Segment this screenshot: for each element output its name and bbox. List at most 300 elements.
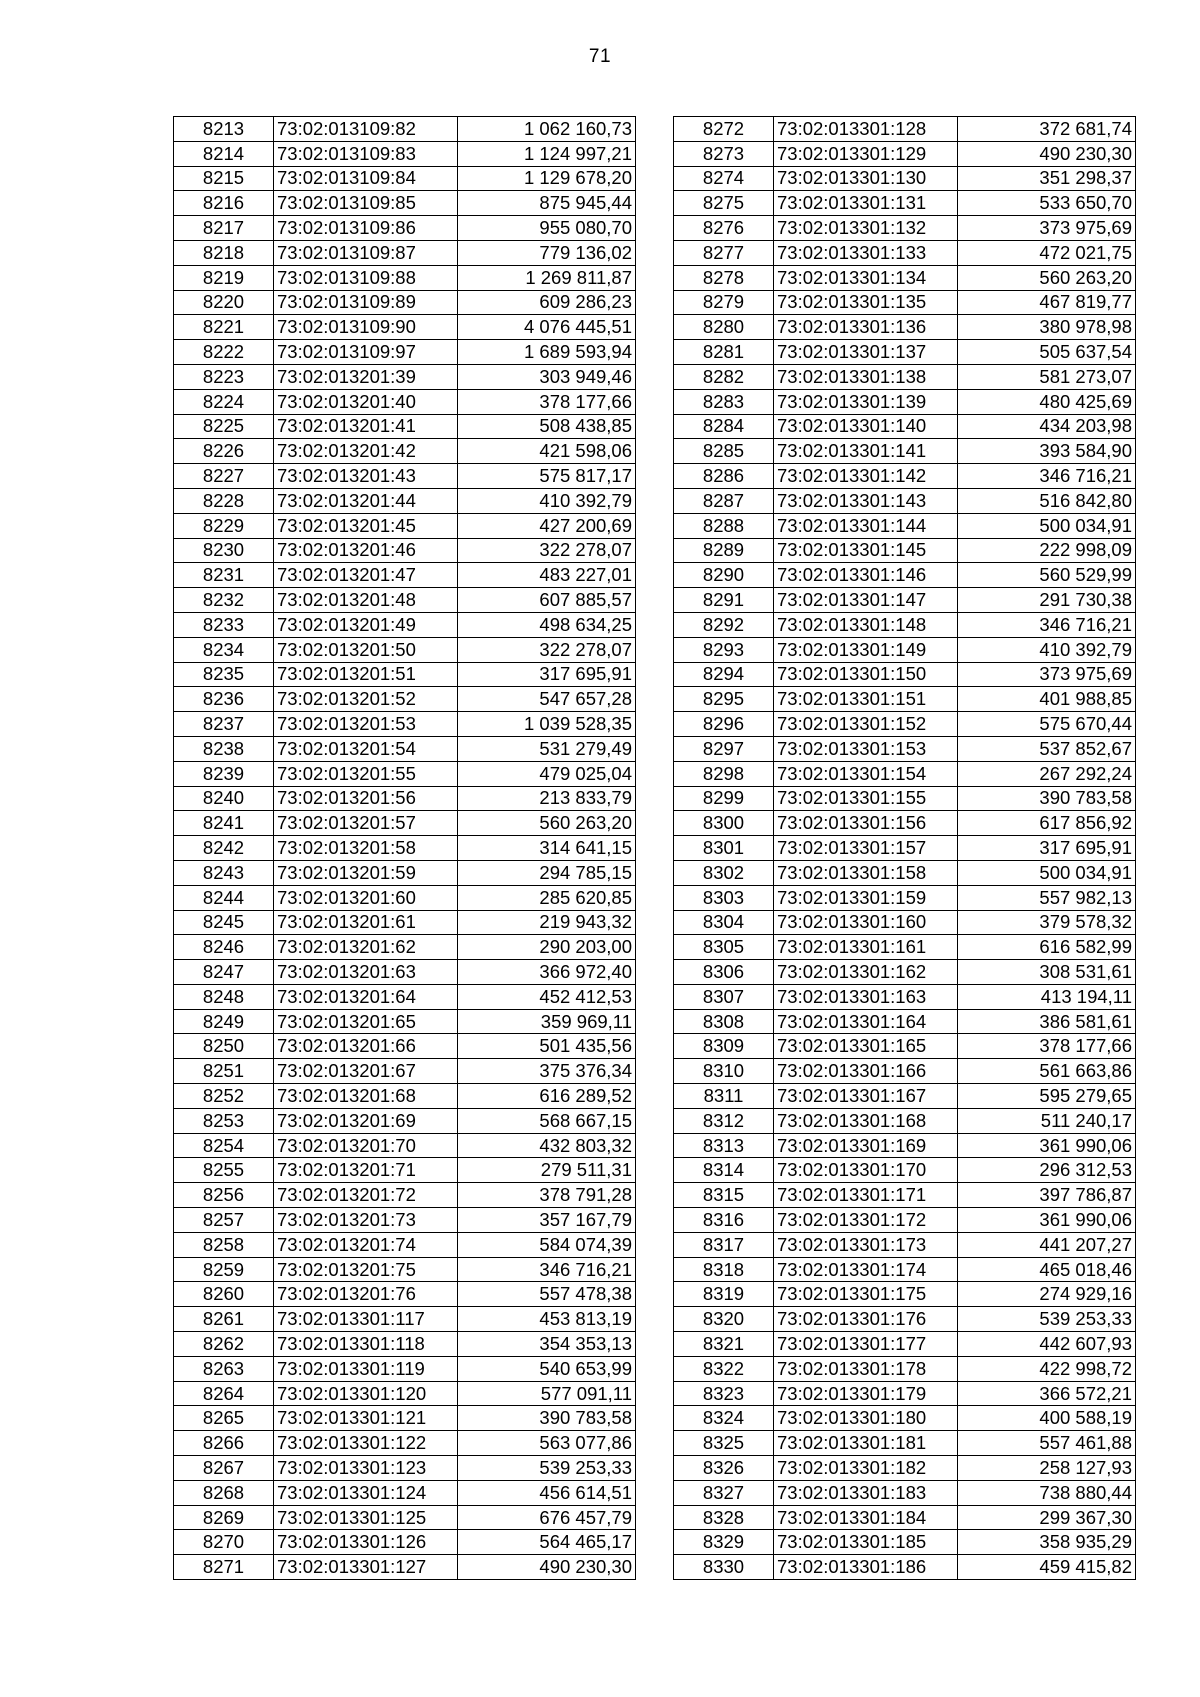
cadastral-value-cell: 557 478,38 bbox=[458, 1282, 636, 1307]
row-number-cell: 8321 bbox=[674, 1332, 774, 1357]
cadastral-number-cell: 73:02:013301:122 bbox=[274, 1431, 458, 1456]
cadastral-value-cell: 421 598,06 bbox=[458, 439, 636, 464]
cadastral-number-cell: 73:02:013201:75 bbox=[274, 1257, 458, 1282]
cadastral-number-cell: 73:02:013301:152 bbox=[774, 712, 958, 737]
table-row bbox=[674, 1505, 1136, 1530]
table-row bbox=[174, 960, 636, 985]
cadastral-value-cell: 581 273,07 bbox=[958, 364, 1136, 389]
table-row bbox=[674, 1232, 1136, 1257]
cadastral-value-cell: 564 465,17 bbox=[458, 1530, 636, 1555]
row-number-cell: 8225 bbox=[174, 414, 274, 439]
row-number-cell: 8276 bbox=[674, 216, 774, 241]
cadastral-number-cell: 73:02:013301:166 bbox=[774, 1059, 958, 1084]
cadastral-value-cell: 442 607,93 bbox=[958, 1332, 1136, 1357]
table-row bbox=[674, 488, 1136, 513]
table-row bbox=[174, 439, 636, 464]
row-number-cell: 8268 bbox=[174, 1480, 274, 1505]
cadastral-number-cell: 73:02:013201:64 bbox=[274, 984, 458, 1009]
row-number-cell: 8235 bbox=[174, 662, 274, 687]
table-row bbox=[674, 1381, 1136, 1406]
cadastral-value-cell: 351 298,37 bbox=[958, 166, 1136, 191]
cadastral-number-cell: 73:02:013301:159 bbox=[774, 885, 958, 910]
table-row bbox=[174, 315, 636, 340]
table-row bbox=[674, 612, 1136, 637]
cadastral-number-cell: 73:02:013301:183 bbox=[774, 1480, 958, 1505]
row-number-cell: 8319 bbox=[674, 1282, 774, 1307]
table-row bbox=[674, 1406, 1136, 1431]
row-number-cell: 8238 bbox=[174, 736, 274, 761]
cadastral-value-cell: 213 833,79 bbox=[458, 786, 636, 811]
cadastral-value-cell: 516 842,80 bbox=[958, 488, 1136, 513]
cadastral-number-cell: 73:02:013301:177 bbox=[774, 1332, 958, 1357]
table-row bbox=[674, 290, 1136, 315]
table-row bbox=[174, 513, 636, 538]
row-number-cell: 8283 bbox=[674, 389, 774, 414]
cadastral-number-cell: 73:02:013109:87 bbox=[274, 240, 458, 265]
cadastral-number-cell: 73:02:013301:184 bbox=[774, 1505, 958, 1530]
table-row bbox=[174, 588, 636, 613]
cadastral-number-cell: 73:02:013109:83 bbox=[274, 141, 458, 166]
table-row bbox=[174, 414, 636, 439]
cadastral-number-cell: 73:02:013301:143 bbox=[774, 488, 958, 513]
cadastral-value-cell: 498 634,25 bbox=[458, 612, 636, 637]
table-row bbox=[674, 216, 1136, 241]
cadastral-number-cell: 73:02:013301:172 bbox=[774, 1208, 958, 1233]
cadastral-number-cell: 73:02:013201:45 bbox=[274, 513, 458, 538]
row-number-cell: 8316 bbox=[674, 1208, 774, 1233]
cadastral-value-cell: 359 969,11 bbox=[458, 1009, 636, 1034]
cadastral-value-cell: 595 279,65 bbox=[958, 1084, 1136, 1109]
cadastral-number-cell: 73:02:013201:66 bbox=[274, 1034, 458, 1059]
cadastral-number-cell: 73:02:013109:84 bbox=[274, 166, 458, 191]
cadastral-number-cell: 73:02:013301:169 bbox=[774, 1133, 958, 1158]
table-row bbox=[174, 141, 636, 166]
cadastral-number-cell: 73:02:013201:55 bbox=[274, 761, 458, 786]
cadastral-value-cell: 467 819,77 bbox=[958, 290, 1136, 315]
cadastral-number-cell: 73:02:013201:74 bbox=[274, 1232, 458, 1257]
cadastral-number-cell: 73:02:013301:140 bbox=[774, 414, 958, 439]
cadastral-value-cell: 537 852,67 bbox=[958, 736, 1136, 761]
cadastral-value-cell: 375 376,34 bbox=[458, 1059, 636, 1084]
cadastral-value-cell: 676 457,79 bbox=[458, 1505, 636, 1530]
cadastral-number-cell: 73:02:013301:142 bbox=[774, 464, 958, 489]
cadastral-value-cell: 290 203,00 bbox=[458, 935, 636, 960]
cadastral-value-cell: 575 670,44 bbox=[958, 712, 1136, 737]
table-body-left bbox=[174, 117, 636, 1580]
cadastral-value-cell: 508 438,85 bbox=[458, 414, 636, 439]
cadastral-number-cell: 73:02:013109:85 bbox=[274, 191, 458, 216]
row-number-cell: 8250 bbox=[174, 1034, 274, 1059]
row-number-cell: 8249 bbox=[174, 1009, 274, 1034]
cadastral-value-cell: 453 813,19 bbox=[458, 1307, 636, 1332]
cadastral-value-cell: 380 978,98 bbox=[958, 315, 1136, 340]
cadastral-value-cell: 279 511,31 bbox=[458, 1158, 636, 1183]
row-number-cell: 8308 bbox=[674, 1009, 774, 1034]
row-number-cell: 8327 bbox=[674, 1480, 774, 1505]
cadastral-value-cell: 432 803,32 bbox=[458, 1133, 636, 1158]
row-number-cell: 8252 bbox=[174, 1084, 274, 1109]
table-row bbox=[674, 191, 1136, 216]
cadastral-number-cell: 73:02:013201:67 bbox=[274, 1059, 458, 1084]
cadastral-number-cell: 73:02:013301:153 bbox=[774, 736, 958, 761]
row-number-cell: 8224 bbox=[174, 389, 274, 414]
table-row bbox=[674, 662, 1136, 687]
cadastral-value-cell: 483 227,01 bbox=[458, 563, 636, 588]
cadastral-value-cell: 617 856,92 bbox=[958, 811, 1136, 836]
cadastral-number-cell: 73:02:013301:154 bbox=[774, 761, 958, 786]
table-row bbox=[674, 1059, 1136, 1084]
row-number-cell: 8221 bbox=[174, 315, 274, 340]
cadastral-number-cell: 73:02:013301:165 bbox=[774, 1034, 958, 1059]
cadastral-value-cell: 452 412,53 bbox=[458, 984, 636, 1009]
row-number-cell: 8274 bbox=[674, 166, 774, 191]
cadastral-value-cell: 366 972,40 bbox=[458, 960, 636, 985]
table-row bbox=[674, 885, 1136, 910]
row-number-cell: 8290 bbox=[674, 563, 774, 588]
table-row bbox=[174, 984, 636, 1009]
cadastral-value-cell: 490 230,30 bbox=[458, 1555, 636, 1580]
table-row bbox=[174, 1108, 636, 1133]
row-number-cell: 8237 bbox=[174, 712, 274, 737]
cadastral-number-cell: 73:02:013201:54 bbox=[274, 736, 458, 761]
cadastral-value-cell: 1 124 997,21 bbox=[458, 141, 636, 166]
table-row bbox=[674, 960, 1136, 985]
table-row bbox=[174, 1456, 636, 1481]
table-row bbox=[174, 166, 636, 191]
cadastral-value-cell: 557 982,13 bbox=[958, 885, 1136, 910]
table-row bbox=[674, 786, 1136, 811]
table-row bbox=[174, 1555, 636, 1580]
cadastral-number-cell: 73:02:013301:163 bbox=[774, 984, 958, 1009]
row-number-cell: 8253 bbox=[174, 1108, 274, 1133]
cadastral-value-cell: 296 312,53 bbox=[958, 1158, 1136, 1183]
table-row bbox=[674, 836, 1136, 861]
row-number-cell: 8245 bbox=[174, 910, 274, 935]
table-row bbox=[174, 910, 636, 935]
cadastral-number-cell: 73:02:013201:61 bbox=[274, 910, 458, 935]
table-row bbox=[174, 1356, 636, 1381]
cadastral-value-cell: 354 353,13 bbox=[458, 1332, 636, 1357]
row-number-cell: 8229 bbox=[174, 513, 274, 538]
row-number-cell: 8318 bbox=[674, 1257, 774, 1282]
cadastral-number-cell: 73:02:013201:73 bbox=[274, 1208, 458, 1233]
table-row bbox=[174, 786, 636, 811]
cadastral-number-cell: 73:02:013301:168 bbox=[774, 1108, 958, 1133]
cadastral-value-cell: 4 076 445,51 bbox=[458, 315, 636, 340]
cadastral-value-cell: 400 588,19 bbox=[958, 1406, 1136, 1431]
row-number-cell: 8281 bbox=[674, 340, 774, 365]
cadastral-value-cell: 434 203,98 bbox=[958, 414, 1136, 439]
cadastral-value-cell: 222 998,09 bbox=[958, 538, 1136, 563]
row-number-cell: 8320 bbox=[674, 1307, 774, 1332]
row-number-cell: 8240 bbox=[174, 786, 274, 811]
row-number-cell: 8294 bbox=[674, 662, 774, 687]
cadastral-value-cell: 314 641,15 bbox=[458, 836, 636, 861]
table-row bbox=[174, 1183, 636, 1208]
row-number-cell: 8257 bbox=[174, 1208, 274, 1233]
table-row bbox=[674, 860, 1136, 885]
table-row bbox=[174, 1034, 636, 1059]
table-row bbox=[174, 637, 636, 662]
table-row bbox=[174, 340, 636, 365]
cadastral-number-cell: 73:02:013301:181 bbox=[774, 1431, 958, 1456]
row-number-cell: 8299 bbox=[674, 786, 774, 811]
table-row bbox=[674, 364, 1136, 389]
row-number-cell: 8255 bbox=[174, 1158, 274, 1183]
cadastral-value-cell: 561 663,86 bbox=[958, 1059, 1136, 1084]
cadastral-value-cell: 1 062 160,73 bbox=[458, 117, 636, 142]
table-row bbox=[674, 1108, 1136, 1133]
cadastral-number-cell: 73:02:013201:43 bbox=[274, 464, 458, 489]
cadastral-value-cell: 540 653,99 bbox=[458, 1356, 636, 1381]
table-row bbox=[174, 389, 636, 414]
cadastral-number-cell: 73:02:013301:133 bbox=[774, 240, 958, 265]
row-number-cell: 8313 bbox=[674, 1133, 774, 1158]
table-row bbox=[174, 1059, 636, 1084]
cadastral-number-cell: 73:02:013109:88 bbox=[274, 265, 458, 290]
cadastral-value-cell: 1 689 593,94 bbox=[458, 340, 636, 365]
cadastral-number-cell: 73:02:013301:127 bbox=[274, 1555, 458, 1580]
cadastral-number-cell: 73:02:013301:175 bbox=[774, 1282, 958, 1307]
cadastral-value-cell: 480 425,69 bbox=[958, 389, 1136, 414]
cadastral-value-cell: 557 461,88 bbox=[958, 1431, 1136, 1456]
cadastral-number-cell: 73:02:013301:171 bbox=[774, 1183, 958, 1208]
table-row bbox=[674, 513, 1136, 538]
cadastral-number-cell: 73:02:013201:57 bbox=[274, 811, 458, 836]
cadastral-number-cell: 73:02:013201:71 bbox=[274, 1158, 458, 1183]
cadastral-value-cell: 441 207,27 bbox=[958, 1232, 1136, 1257]
cadastral-value-cell: 308 531,61 bbox=[958, 960, 1136, 985]
row-number-cell: 8297 bbox=[674, 736, 774, 761]
row-number-cell: 8219 bbox=[174, 265, 274, 290]
row-number-cell: 8309 bbox=[674, 1034, 774, 1059]
table-row bbox=[174, 761, 636, 786]
table-row bbox=[174, 885, 636, 910]
cadastral-value-cell: 501 435,56 bbox=[458, 1034, 636, 1059]
cadastral-number-cell: 73:02:013301:186 bbox=[774, 1555, 958, 1580]
cadastral-number-cell: 73:02:013301:135 bbox=[774, 290, 958, 315]
table-row bbox=[674, 588, 1136, 613]
cadastral-value-cell: 378 791,28 bbox=[458, 1183, 636, 1208]
cadastral-number-cell: 73:02:013301:138 bbox=[774, 364, 958, 389]
table-row bbox=[174, 563, 636, 588]
cadastral-value-cell: 607 885,57 bbox=[458, 588, 636, 613]
row-number-cell: 8329 bbox=[674, 1530, 774, 1555]
cadastral-table-left bbox=[173, 116, 636, 1580]
table-row bbox=[674, 1133, 1136, 1158]
table-row bbox=[174, 712, 636, 737]
table-row bbox=[674, 637, 1136, 662]
cadastral-table-right bbox=[673, 116, 1136, 1580]
cadastral-number-cell: 73:02:013301:162 bbox=[774, 960, 958, 985]
row-number-cell: 8258 bbox=[174, 1232, 274, 1257]
row-number-cell: 8228 bbox=[174, 488, 274, 513]
cadastral-value-cell: 357 167,79 bbox=[458, 1208, 636, 1233]
table-row bbox=[674, 414, 1136, 439]
table-row bbox=[674, 1332, 1136, 1357]
cadastral-value-cell: 346 716,21 bbox=[458, 1257, 636, 1282]
cadastral-value-cell: 401 988,85 bbox=[958, 687, 1136, 712]
cadastral-number-cell: 73:02:013201:39 bbox=[274, 364, 458, 389]
cadastral-value-cell: 303 949,46 bbox=[458, 364, 636, 389]
cadastral-number-cell: 73:02:013301:130 bbox=[774, 166, 958, 191]
row-number-cell: 8287 bbox=[674, 488, 774, 513]
table-row bbox=[174, 1505, 636, 1530]
table-row bbox=[174, 538, 636, 563]
table-row bbox=[174, 1208, 636, 1233]
table-row bbox=[174, 1530, 636, 1555]
cadastral-value-cell: 410 392,79 bbox=[458, 488, 636, 513]
table-row bbox=[674, 538, 1136, 563]
table-row bbox=[674, 315, 1136, 340]
cadastral-number-cell: 73:02:013301:137 bbox=[774, 340, 958, 365]
cadastral-number-cell: 73:02:013201:68 bbox=[274, 1084, 458, 1109]
row-number-cell: 8231 bbox=[174, 563, 274, 588]
cadastral-value-cell: 291 730,38 bbox=[958, 588, 1136, 613]
table-row bbox=[674, 1257, 1136, 1282]
row-number-cell: 8218 bbox=[174, 240, 274, 265]
cadastral-number-cell: 73:02:013201:49 bbox=[274, 612, 458, 637]
row-number-cell: 8306 bbox=[674, 960, 774, 985]
table-row bbox=[174, 191, 636, 216]
table-row bbox=[174, 1406, 636, 1431]
cadastral-number-cell: 73:02:013301:170 bbox=[774, 1158, 958, 1183]
row-number-cell: 8263 bbox=[174, 1356, 274, 1381]
row-number-cell: 8271 bbox=[174, 1555, 274, 1580]
table-row bbox=[674, 1084, 1136, 1109]
cadastral-number-cell: 73:02:013201:52 bbox=[274, 687, 458, 712]
cadastral-number-cell: 73:02:013109:89 bbox=[274, 290, 458, 315]
row-number-cell: 8275 bbox=[674, 191, 774, 216]
row-number-cell: 8254 bbox=[174, 1133, 274, 1158]
row-number-cell: 8293 bbox=[674, 637, 774, 662]
cadastral-number-cell: 73:02:013301:173 bbox=[774, 1232, 958, 1257]
cadastral-number-cell: 73:02:013301:132 bbox=[774, 216, 958, 241]
cadastral-number-cell: 73:02:013201:58 bbox=[274, 836, 458, 861]
row-number-cell: 8267 bbox=[174, 1456, 274, 1481]
table-row bbox=[174, 1431, 636, 1456]
table-row bbox=[674, 563, 1136, 588]
cadastral-number-cell: 73:02:013301:150 bbox=[774, 662, 958, 687]
table-row bbox=[674, 439, 1136, 464]
table-row bbox=[674, 141, 1136, 166]
cadastral-value-cell: 346 716,21 bbox=[958, 612, 1136, 637]
row-number-cell: 8301 bbox=[674, 836, 774, 861]
row-number-cell: 8295 bbox=[674, 687, 774, 712]
cadastral-value-cell: 378 177,66 bbox=[958, 1034, 1136, 1059]
row-number-cell: 8261 bbox=[174, 1307, 274, 1332]
table-row bbox=[174, 117, 636, 142]
table-row bbox=[174, 1232, 636, 1257]
row-number-cell: 8232 bbox=[174, 588, 274, 613]
cadastral-number-cell: 73:02:013301:124 bbox=[274, 1480, 458, 1505]
row-number-cell: 8310 bbox=[674, 1059, 774, 1084]
cadastral-value-cell: 372 681,74 bbox=[958, 117, 1136, 142]
row-number-cell: 8259 bbox=[174, 1257, 274, 1282]
cadastral-value-cell: 490 230,30 bbox=[958, 141, 1136, 166]
cadastral-value-cell: 560 263,20 bbox=[458, 811, 636, 836]
table-row bbox=[674, 1530, 1136, 1555]
row-number-cell: 8296 bbox=[674, 712, 774, 737]
cadastral-value-cell: 609 286,23 bbox=[458, 290, 636, 315]
cadastral-number-cell: 73:02:013201:62 bbox=[274, 935, 458, 960]
row-number-cell: 8312 bbox=[674, 1108, 774, 1133]
cadastral-value-cell: 539 253,33 bbox=[958, 1307, 1136, 1332]
cadastral-number-cell: 73:02:013201:56 bbox=[274, 786, 458, 811]
cadastral-number-cell: 73:02:013301:174 bbox=[774, 1257, 958, 1282]
row-number-cell: 8303 bbox=[674, 885, 774, 910]
cadastral-number-cell: 73:02:013301:131 bbox=[774, 191, 958, 216]
cadastral-value-cell: 1 269 811,87 bbox=[458, 265, 636, 290]
cadastral-value-cell: 361 990,06 bbox=[958, 1133, 1136, 1158]
row-number-cell: 8264 bbox=[174, 1381, 274, 1406]
cadastral-number-cell: 73:02:013301:117 bbox=[274, 1307, 458, 1332]
row-number-cell: 8311 bbox=[674, 1084, 774, 1109]
row-number-cell: 8289 bbox=[674, 538, 774, 563]
table-row bbox=[174, 662, 636, 687]
cadastral-number-cell: 73:02:013201:42 bbox=[274, 439, 458, 464]
row-number-cell: 8304 bbox=[674, 910, 774, 935]
row-number-cell: 8298 bbox=[674, 761, 774, 786]
cadastral-value-cell: 560 529,99 bbox=[958, 563, 1136, 588]
table-row bbox=[174, 1480, 636, 1505]
row-number-cell: 8273 bbox=[674, 141, 774, 166]
row-number-cell: 8291 bbox=[674, 588, 774, 613]
cadastral-value-cell: 533 650,70 bbox=[958, 191, 1136, 216]
row-number-cell: 8300 bbox=[674, 811, 774, 836]
row-number-cell: 8230 bbox=[174, 538, 274, 563]
row-number-cell: 8242 bbox=[174, 836, 274, 861]
table-row bbox=[174, 687, 636, 712]
row-number-cell: 8285 bbox=[674, 439, 774, 464]
row-number-cell: 8325 bbox=[674, 1431, 774, 1456]
table-row bbox=[674, 1282, 1136, 1307]
row-number-cell: 8323 bbox=[674, 1381, 774, 1406]
cadastral-value-cell: 511 240,17 bbox=[958, 1108, 1136, 1133]
cadastral-number-cell: 73:02:013301:158 bbox=[774, 860, 958, 885]
row-number-cell: 8324 bbox=[674, 1406, 774, 1431]
cadastral-number-cell: 73:02:013201:63 bbox=[274, 960, 458, 985]
cadastral-number-cell: 73:02:013301:167 bbox=[774, 1084, 958, 1109]
cadastral-number-cell: 73:02:013201:60 bbox=[274, 885, 458, 910]
row-number-cell: 8315 bbox=[674, 1183, 774, 1208]
cadastral-value-cell: 219 943,32 bbox=[458, 910, 636, 935]
row-number-cell: 8302 bbox=[674, 860, 774, 885]
cadastral-number-cell: 73:02:013301:134 bbox=[774, 265, 958, 290]
cadastral-value-cell: 397 786,87 bbox=[958, 1183, 1136, 1208]
row-number-cell: 8215 bbox=[174, 166, 274, 191]
cadastral-number-cell: 73:02:013301:176 bbox=[774, 1307, 958, 1332]
cadastral-number-cell: 73:02:013301:157 bbox=[774, 836, 958, 861]
table-row bbox=[674, 1183, 1136, 1208]
cadastral-value-cell: 378 177,66 bbox=[458, 389, 636, 414]
cadastral-number-cell: 73:02:013301:144 bbox=[774, 513, 958, 538]
row-number-cell: 8265 bbox=[174, 1406, 274, 1431]
table-row bbox=[674, 811, 1136, 836]
row-number-cell: 8278 bbox=[674, 265, 774, 290]
row-number-cell: 8239 bbox=[174, 761, 274, 786]
cadastral-number-cell: 73:02:013201:46 bbox=[274, 538, 458, 563]
table-row bbox=[674, 117, 1136, 142]
table-row bbox=[174, 240, 636, 265]
cadastral-value-cell: 373 975,69 bbox=[958, 216, 1136, 241]
cadastral-value-cell: 616 289,52 bbox=[458, 1084, 636, 1109]
cadastral-value-cell: 346 716,21 bbox=[958, 464, 1136, 489]
table-row bbox=[174, 1307, 636, 1332]
cadastral-value-cell: 322 278,07 bbox=[458, 538, 636, 563]
cadastral-value-cell: 299 367,30 bbox=[958, 1505, 1136, 1530]
cadastral-number-cell: 73:02:013201:72 bbox=[274, 1183, 458, 1208]
